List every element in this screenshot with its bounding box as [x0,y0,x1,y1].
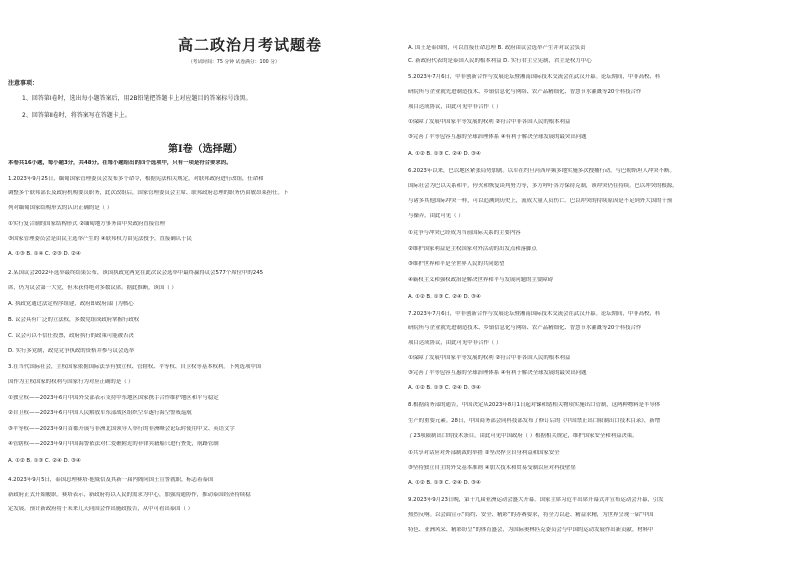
text-line: ②维护国家利益是主权国家对外活动的出发点和落脚点 [408,246,537,252]
text-line: 7.2023年7月6日，中非创新合作与发展论坛暨湘南国际技术交流会在武汉开幕。论坛期间，中非高校、科 [408,311,661,317]
text-line: 研院所与企业就先进制造技术、乡镇信息化与网络、农产品精细化、智慧节水灌溉等20个科技合作 [408,89,642,95]
text-line: 项目达成协议，由此可见中非合作（ ） [408,104,502,110]
text-line: ③完善了平等包容互惠的全球治理体系 ④有利于解决全球发展的最突出问题 [408,370,587,376]
text-line: ①独立权——2023年6月中国外交部表示支持中东地区国家携手合作维护地区和平与稳定 [8,395,219,401]
exam-title: 高二政治月考试题卷 [178,36,323,54]
text-line: B. 议会具有广泛的立法权，多数党组成政府掌握行政权 [8,317,140,323]
text-line: 3.在当代国际社会，主权国家依据国际法享有独立权、管辖权、平等权、自卫权等基本权利。下列选项中国 [8,364,262,370]
note-item-1: 1、回答第Ⅰ卷时，选出每小题答案后，用2B铅笔把答题卡上对应题目的答案标号涂黑。 [22,95,252,102]
text-line: 2.某国议会2022年选举最终结果公布，该国执政党两党在此次议会选举中最终赢得议会577个席位中的245 [8,270,264,276]
text-line: 5.2023年7月6日，中非创新合作与发展论坛暨湘南国际技术交流会在武汉开幕。论坛期间，中非高校、科 [408,74,661,80]
text-line: 9.2023年9月23日晚，第十九届亚洲运动会盛大开幕。国家主席习近平出席开幕式并宣布运动会开幕，引发 [408,497,664,503]
text-line: 1.2023年9月25日，缅甸国家管理委员会发布多个命令，根据宪法相关规定，对联邦政府进行改组，任命和 [8,176,264,182]
text-line: ③维护世界和平是全世界人民的共同愿望 [408,261,505,267]
text-line: 热烈反响。以会面宣示“简约、安全、精彩”的办赛要求，将全力以赴、精益求精，为世界呈现一届“中国 [408,512,654,518]
text-line: 了23项限制出口的技术条目。由此可见中国政府（ ）根据相关规定，维护国家安全和利益决策。 [408,433,638,439]
text-line: 8.根据商务部的通告，中国决定从2023年8月1日起对锑和锗相关物项实施出口管制，这两种物料是半导体 [408,402,661,408]
section-intro: 本卷共16小题，每小题3分，共48分。在每小题给出的四个选项中，只有一项是符合要求的。 [8,160,232,166]
text-line: ③完善了平等包容互惠的全球治理体系 ④有利于解决全球发展的最突出问题 [408,134,587,140]
text-line: 生产的重要元素。28日，中国商务部会同科技部发布了修订后的《中国禁止出口限制出口技术目录》，新增 [408,418,661,424]
notes-heading: 注意事项： [8,80,39,87]
text-line: ①共享对话应对外部制裁的举措 ②坚决捍卫自身利益和国家安全 [408,450,560,456]
text-line: ①实行复合制的国家结构形式 ②缅甸地方事务由中央政府直接管理 [8,221,165,227]
text-line: 列对缅甸国家结构形式的认识正确的是（ ） [8,205,113,211]
text-line: ④管辖权——2023年9月中国海警依法对仁爱礁附近的菲律宾籍船只进行查处，航路管制 [8,441,219,447]
exam-subtitle: （考试时间：75 分钟 试卷满分：100 分） [188,60,280,65]
text-line: ④霸权主义和强权政治是解决世界和平与发展问题的主要障碍 [408,277,553,283]
text-line: C. 新政府代表的是泰国人民的根本利益 D. 实行君主立宪制，君主是权力中心 [408,58,592,64]
text-line: ③平等权——2023年9月首都开展与非洲北国领导人举行的非洲峰会论坛时使用中文、英语文字 [8,426,235,432]
section-heading: 第Ⅰ卷（选择题） [168,144,243,155]
text-line: 6.2023年以来，巴以地区紧张局势加剧。以军在约旦河西岸频多地实施多次搜捕行动，与巴勒斯坦人冲突不断。 [408,168,675,174]
text-line: 特色、亚洲风采、精彩纷呈”的体育盛会，为国际奥林匹克委员会与中国的运动发展作出新贡献。材料中 [408,527,654,533]
text-line: 调整多个联邦部长及政府机构要员职务，此次改组后，国家管理委员会主席、联邦政府总理的职务仍由敏昂莱担任。下 [8,190,289,196]
right-column [408,0,786,562]
text-line: A. 国王是泰国的，可以直接任命总理 B. 政府由议会选举产生并对议会负责 [408,45,586,51]
text-line: A. ①③ B. ①④ C. ②③ D. ②④ [8,251,81,257]
left-column [8,0,386,562]
text-line: A. ①② B. ①③ C. ②④ D. ③④ [408,151,481,157]
text-line: A. ①② B. ①③ C. ②④ D. ③④ [408,294,481,300]
text-line: 国际社会为巴以关系和平，停火和恢复谈判努力等，多方呼吁各方保持克制，该冲突仍在持续。巴以冲突的根源， [408,183,678,189]
note-item-2: 2、回答第Ⅱ卷时，将答案写在答题卡上。 [22,112,131,119]
text-line: ③国家管理委员会是由民主选举产生的 ④联邦权力由宪法授予，直接确认于民 [8,236,192,242]
text-line: 新政府正式开始履职。赛塔表示，新政府将以人民的需求为中心，加强沟通协作，推动泰国经济持续稳 [8,492,251,498]
text-line: 研院所与企业就先进制造技术、乡镇信息化与网络、农产品精细化、智慧节水灌溉等20个科技合作 [408,325,642,331]
text-line: 项目达成协议，由此可见中非合作（ ） [408,340,502,346]
text-line: ③坚持独立自主的外交基本准则 ④加大技术和贸易受制以应对科技壁垒 [408,465,576,471]
text-line: C. 议会可以不信任投票，政府执行的政策可能被否决 [8,333,134,339]
text-line: D. 实行多党制，政党竞争执政的资格并参与议会选举 [8,348,135,354]
text-line: A. ①② B. ①③ C. ②④ D. ③④ [408,385,481,391]
text-line: A. 执政党通过法定程序组建，政府即政府部门为核心 [8,301,134,307]
text-line: ①保障了发展中国家平等发展的权利 ②符合中非各国人民的根本利益 [408,355,571,361]
text-line: 与操弄，由此可见（ ） [408,213,464,219]
text-line: 4.2023年9月5日，泰国总理赛塔·他威信及其新一届内阁向国王宣誓就职，标志着泰国 [8,477,214,483]
text-line: 席，仍为议会第一大党，但未获得绝对多数议席。据此推断，该国（ ） [8,285,177,291]
text-line: ①保障了发展中国家平等发展的权利 ②符合中非各国人民的根本利益 [408,119,571,125]
text-line: 国作为主权国家的权利与国家行为对应正确的是（ ） [8,379,134,385]
text-line: 定发展。预计新政府将于未来几天同国会作出施政报告，从中可看出泰国（ ） [8,506,193,512]
text-line: ②自卫权——2023年6月中国人民解放军东部战区组织空军遂行海空警戒巡航 [8,410,192,416]
text-line: A. ①② B. ①③ C. ②④ D. ③④ [8,458,81,464]
text-line: 与诸多其他国际冲突一样，可以追溯到历史上，流成大量人员伤亡。巴以冲突的持续原因是不足到外大国的干预 [408,198,673,204]
text-line: ①竞争与冲突已经成为当前国际关系的主要内容 [408,230,521,236]
text-line: A. ①② B. ①③ C. ②④ D. ③④ [408,480,481,486]
